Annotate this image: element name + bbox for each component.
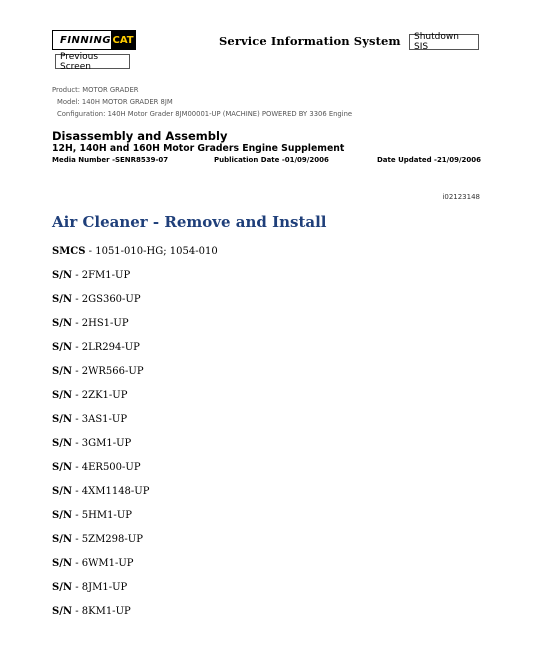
- shutdown-sis-button[interactable]: Shutdown SIS: [409, 34, 479, 50]
- serial-number-item: S/N - 2WR566-UP: [52, 366, 144, 377]
- product-row: [52, 84, 352, 96]
- serial-number-item: S/N - 3GM1-UP: [52, 438, 132, 449]
- serial-number-item: S/N - 6WM1-UP: [52, 558, 134, 569]
- article-title: Air Cleaner - Remove and Install: [52, 213, 327, 231]
- document-id: i02123148: [442, 193, 480, 201]
- product-value: MOTOR GRADER: [82, 86, 139, 94]
- serial-number-item: S/N - 4XM1148-UP: [52, 486, 150, 497]
- smcs-label: SMCS: [52, 246, 86, 257]
- system-title: Service Information System: [219, 34, 401, 48]
- serial-number-item: S/N - 3AS1-UP: [52, 414, 128, 425]
- product-label: Product:: [52, 86, 81, 94]
- serial-number-item: S/N - 2ZK1-UP: [52, 390, 128, 401]
- serial-number-item: S/N - 8KM1-UP: [52, 606, 131, 617]
- date-updated: Date Updated -21/09/2006: [377, 156, 482, 164]
- configuration-label: Configuration:: [57, 110, 106, 118]
- configuration-row: [52, 108, 352, 120]
- serial-number-item: S/N - 5ZM298-UP: [52, 534, 143, 545]
- serial-number-list: [52, 270, 149, 630]
- previous-screen-button[interactable]: Previous Screen: [55, 54, 130, 69]
- serial-number-item: S/N - 2HS1-UP: [52, 318, 129, 329]
- top-bar: [0, 0, 533, 80]
- logo-cat-badge: CAT: [111, 31, 135, 49]
- configuration-value: 140H Motor Grader 8JM00001-UP (MACHINE) POWERED BY 3306 Engine: [107, 110, 353, 118]
- serial-number-item: S/N - 2GS360-UP: [52, 294, 141, 305]
- serial-number-item: S/N - 5HM1-UP: [52, 510, 132, 521]
- serial-number-item: S/N - 2LR294-UP: [52, 342, 140, 353]
- model-value: 140H MOTOR GRADER 8JM: [81, 98, 173, 106]
- smcs-line: [52, 246, 218, 257]
- logo-finning-text: FINNING: [60, 34, 112, 46]
- smcs-value: - 1051-010-HG; 1054-010: [85, 246, 218, 257]
- media-number: Media Number -SENR8539-07: [52, 156, 169, 164]
- manual-subtitle: 12H, 140H and 160H Motor Graders Engine Supplement: [52, 143, 345, 154]
- finning-cat-logo: [52, 30, 136, 50]
- product-meta: [52, 84, 352, 120]
- section-title: Disassembly and Assembly: [52, 129, 228, 143]
- serial-number-item: S/N - 2FM1-UP: [52, 270, 131, 281]
- serial-number-item: S/N - 8JM1-UP: [52, 582, 128, 593]
- serial-number-item: S/N - 4ER500-UP: [52, 462, 141, 473]
- publication-date: Publication Date -01/09/2006: [214, 156, 329, 164]
- model-row: [52, 96, 352, 108]
- model-label: Model:: [57, 98, 80, 106]
